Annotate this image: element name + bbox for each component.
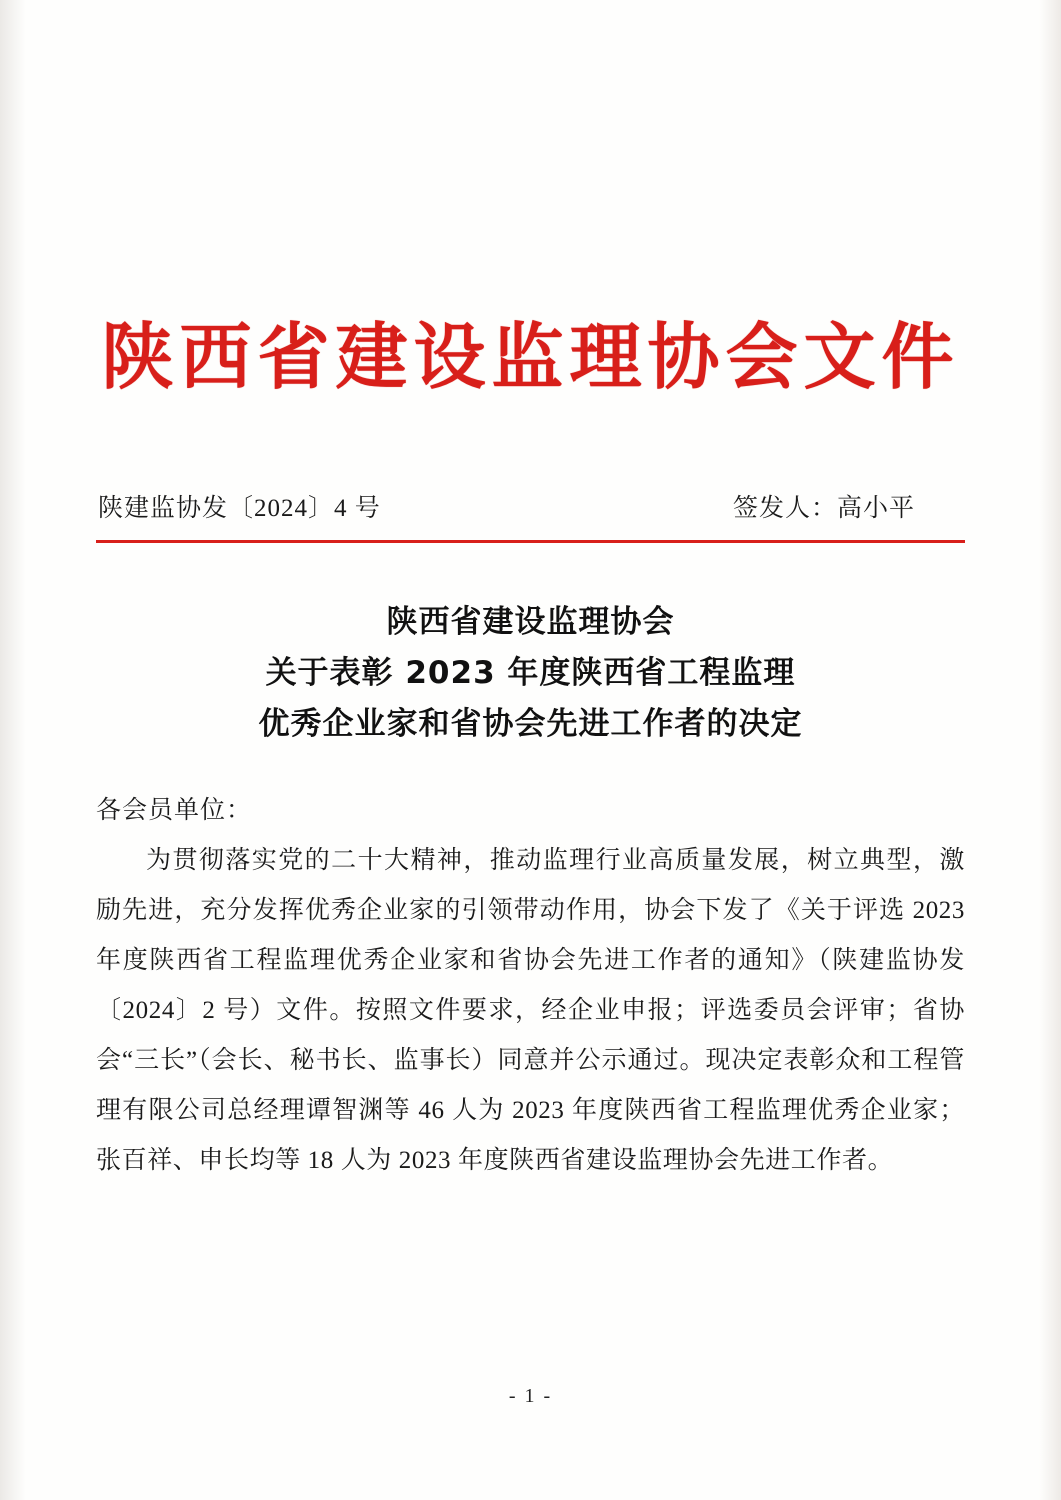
document-title-block — [96, 597, 965, 750]
document-content — [96, 0, 965, 1500]
document-title-line-1: 陕西省建设监理协会 — [386, 603, 675, 640]
red-divider-rule — [96, 540, 965, 543]
document-salutation: 各会员单位： — [96, 797, 253, 825]
document-title-line-2: 关于表彰 2023 年度陕西省工程监理 — [265, 654, 796, 691]
document-meta-row — [96, 488, 965, 524]
document-signer: 签发人：高小平 — [732, 494, 915, 522]
page-number: - 1 - — [508, 1385, 553, 1407]
document-body — [96, 836, 965, 1186]
document-header-title: 陕西省建设监理协会文件 — [101, 315, 960, 399]
document-title-line-3: 优秀企业家和省协会先进工作者的决定 — [258, 705, 803, 742]
document-number: 陕建监协发〔2024〕4 号 — [98, 494, 381, 522]
document-paragraph-1: 为贯彻落实党的二十大精神，推动监理行业高质量发展，树立典型，激励先进，充分发挥优秀企业家的引领带动作用，协会下发了《关于评选 2023 年度陕西省工程监理优秀企业家和省协会先进工作者的通知》（陕建监协发〔2024〕2 号）文件。按照文件要求，经企业申报；评选委员会评审；省协会“三长”（会长、秘书长、监事长）同意并公示通过。现决定表彰众和工程管理有限公司总经理谭智渊等 46 人为 2023 年度陕西省工程监理优秀企业家；张百祥、申长均等 18 人为 2023 年度陕西省建设监理协会先进工作者。 — [96, 847, 965, 1175]
